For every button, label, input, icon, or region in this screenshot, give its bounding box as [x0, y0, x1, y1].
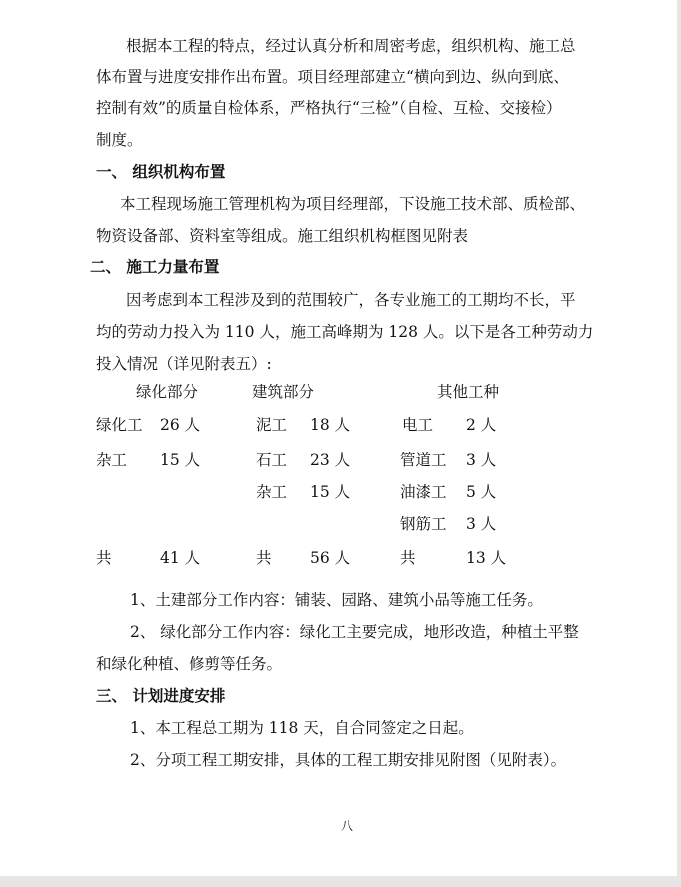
section3-line-1: 1、本工程总工期为 118 天，自合同签定之日起。 [130, 719, 474, 737]
other-count-1: 2 人 [466, 416, 497, 434]
page-edge-right [677, 0, 681, 887]
work-scope-line-2: 2、 绿化部分工作内容：绿化工主要完成，地形改造，种植土平整 [130, 623, 579, 641]
building-trade-2: 石工 [256, 451, 288, 469]
total-label-greening: 共 [96, 549, 112, 567]
intro-line-2: 体布置与进度安排作出布置。项目经理部建立“横向到边、纵向到底、 [96, 68, 569, 86]
section2-line-2: 均的劳动力投入为 110 人，施工高峰期为 128 人。以下是各工种劳动力 [96, 323, 594, 341]
total-label-other: 共 [400, 549, 416, 567]
table-header-building: 建筑部分 [252, 383, 315, 401]
other-trade-2: 管道工 [400, 451, 447, 469]
total-greening: 41 人 [160, 549, 201, 567]
section2-line-3: 投入情况（详见附表五）: [96, 355, 272, 373]
section3-line-2: 2、分项工程工期安排，具体的工程工期安排见附图（见附表）。 [130, 751, 567, 769]
total-building: 56 人 [310, 549, 351, 567]
page-number: 八 [341, 819, 354, 833]
greening-count-1: 26 人 [160, 416, 201, 434]
building-trade-1: 泥工 [256, 416, 288, 434]
total-label-building: 共 [256, 549, 272, 567]
total-other: 13 人 [466, 549, 507, 567]
section1-line-2: 物资设备部、资料室等组成。施工组织机构框图见附表 [96, 227, 469, 245]
section-heading-3: 三、 计划进度安排 [96, 686, 226, 705]
section1-line-1: 本工程现场施工管理机构为项目经理部，下设施工技术部、质检部、 [120, 195, 586, 213]
other-count-3: 5 人 [466, 483, 497, 501]
building-trade-3: 杂工 [256, 483, 288, 501]
section2-line-1: 因考虑到本工程涉及到的范围较广，各专业施工的工期均不长，平 [126, 291, 576, 309]
intro-line-4: 制度。 [96, 131, 143, 149]
section-heading-2: 二、 施工力量布置 [90, 257, 220, 276]
greening-trade-1: 绿化工 [96, 416, 143, 434]
building-count-1: 18 人 [310, 416, 351, 434]
other-trade-1: 电工 [402, 416, 434, 434]
other-count-4: 3 人 [466, 515, 497, 533]
intro-line-3: 控制有效”的质量自检体系，严格执行“三检”（自检、互检、交接检） [96, 99, 562, 117]
intro-line-1: 根据本工程的特点，经过认真分析和周密考虑，组织机构、施工总 [126, 37, 576, 55]
building-count-2: 23 人 [310, 451, 351, 469]
work-scope-line-3: 和绿化种植、修剪等任务。 [96, 655, 283, 673]
building-count-3: 15 人 [310, 483, 351, 501]
greening-count-2: 15 人 [160, 451, 201, 469]
other-trade-4: 钢筋工 [400, 515, 447, 533]
table-header-greening: 绿化部分 [136, 383, 199, 401]
table-header-other: 其他工种 [437, 383, 500, 401]
section-heading-1: 一、 组织机构布置 [96, 162, 226, 181]
page-edge-bottom [0, 876, 681, 887]
other-count-2: 3 人 [466, 451, 497, 469]
other-trade-3: 油漆工 [400, 483, 447, 501]
work-scope-line-1: 1、土建部分工作内容：铺装、园路、建筑小品等施工任务。 [130, 591, 543, 609]
greening-trade-2: 杂工 [96, 451, 128, 469]
